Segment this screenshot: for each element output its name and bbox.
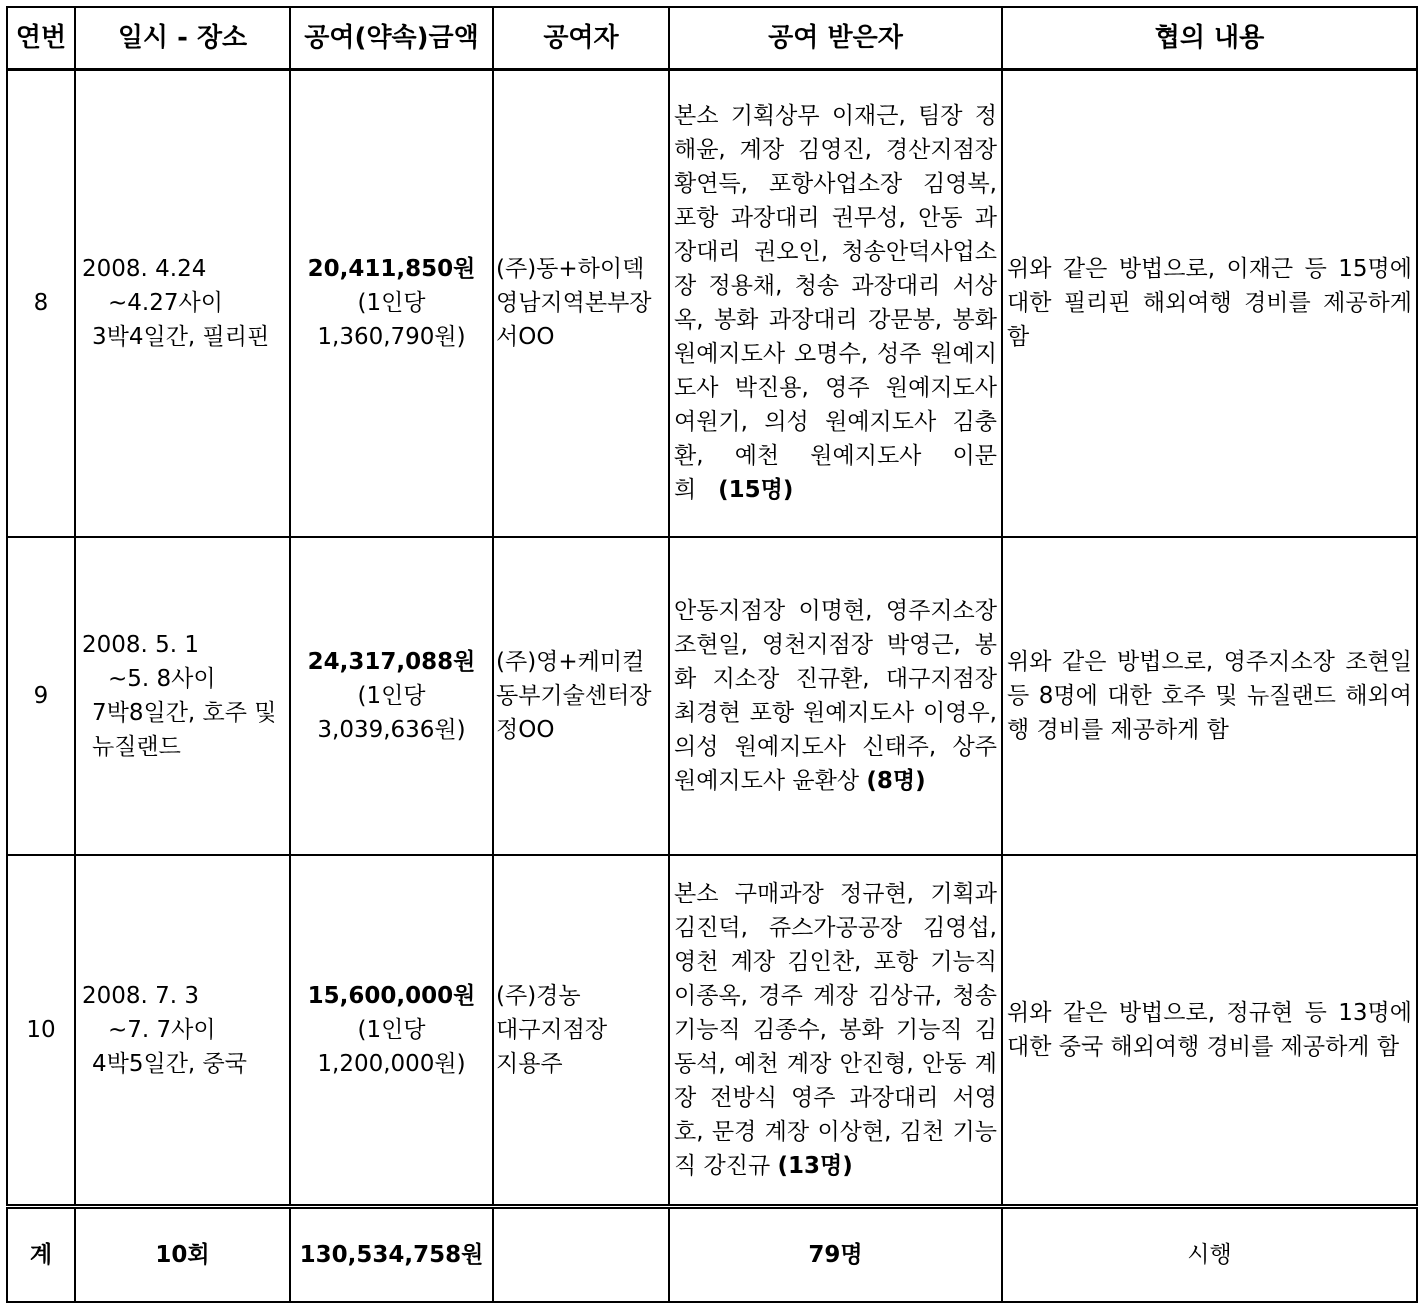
amount-per-person-value: 3,039,636원) xyxy=(317,716,466,743)
giver-title: 영남지역본부장 xyxy=(496,290,652,317)
header-content: 협의 내용 xyxy=(1002,7,1417,70)
giver-cell xyxy=(493,537,669,855)
header-row xyxy=(7,7,1417,70)
total-giver xyxy=(493,1207,669,1303)
date-end: ~4.27사이 xyxy=(108,290,223,317)
date-start: 2008. 5. 1 xyxy=(82,631,200,658)
recipient-count: (15명) xyxy=(718,477,794,504)
giver-title: 동부기술센터장 xyxy=(496,682,652,709)
total-row xyxy=(7,1207,1417,1303)
header-amount: 공여(약속)금액 xyxy=(290,7,493,70)
header-no: 연번 xyxy=(7,7,75,70)
date-end: ~5. 8사이 xyxy=(108,665,216,692)
amount-cell xyxy=(290,855,493,1207)
header-date-place: 일시 - 장소 xyxy=(75,7,290,70)
content-cell: 위와 같은 방법으로, 정규현 등 13명에 대한 중국 해외여행 경비를 제공하게 함 xyxy=(1002,855,1417,1207)
amount-total: 24,317,088원 xyxy=(307,648,476,675)
date-start: 2008. 7. 3 xyxy=(82,982,200,1009)
total-recipients: 79명 xyxy=(669,1207,1002,1303)
recipients-cell xyxy=(669,70,1002,537)
giver-cell xyxy=(493,70,669,537)
date-place-cell xyxy=(75,70,290,537)
amount-cell xyxy=(290,70,493,537)
giver-name: 정OO xyxy=(496,716,555,743)
amount-per-person-label: (1인당 xyxy=(357,682,426,709)
giver-company: (주)영+케미컬 xyxy=(496,648,645,675)
header-recipients: 공여 받은자 xyxy=(669,7,1002,70)
bribery-table-container xyxy=(6,6,1418,1303)
recipients-list: 본소 기획상무 이재근, 팀장 정해윤, 계장 김영진, 경산지점장 황연득, 포항사업소장 김영복, 포항 과장대리 권무성, 안동 과장대리 권오인, 청송안덕사업소장 정용채, 청송 과장대리 서상옥, 봉화 과장대리 강문봉, 봉화 원예지도사 오명수, 성주 원예지도사 박진용, 영주 원예지도사 여원기, 의성 원예지도사 김충환, 예천 원예지도사 이문희 xyxy=(674,103,997,504)
duration-place: 4박5일간, 중국 xyxy=(92,1050,247,1077)
amount-per-person-value: 1,360,790원) xyxy=(317,324,466,351)
total-label: 계 xyxy=(7,1207,75,1303)
giver-name: 지용주 xyxy=(496,1050,563,1077)
header-giver: 공여자 xyxy=(493,7,669,70)
content-cell: 위와 같은 방법으로, 영주지소장 조현일 등 8명에 대한 호주 및 뉴질랜드 해외여행 경비를 제공하게 함 xyxy=(1002,537,1417,855)
date-end: ~7. 7사이 xyxy=(108,1016,216,1043)
amount-per-person-value: 1,200,000원) xyxy=(317,1050,466,1077)
date-place-cell xyxy=(75,537,290,855)
recipients-list: 안동지점장 이명현, 영주지소장 조현일, 영천지점장 박영근, 봉화 지소장 진규환, 대구지점장 최경현 포항 원예지도사 이영우, 의성 원예지도사 신태주, 상주 원예지도사 윤환상 xyxy=(674,597,997,794)
recipients-cell xyxy=(669,855,1002,1207)
table-row xyxy=(7,855,1417,1207)
duration-place: 3박4일간, 필리핀 xyxy=(92,324,270,351)
table-row xyxy=(7,537,1417,855)
total-content: 시행 xyxy=(1002,1207,1417,1303)
amount-total: 20,411,850원 xyxy=(307,256,476,283)
content-cell: 위와 같은 방법으로, 이재근 등 15명에 대한 필리핀 해외여행 경비를 제공하게 함 xyxy=(1002,70,1417,537)
amount-per-person-label: (1인당 xyxy=(357,290,426,317)
date-place-cell xyxy=(75,855,290,1207)
giver-title: 대구지점장 xyxy=(496,1016,608,1043)
bribery-table xyxy=(6,6,1418,1303)
table-row xyxy=(7,70,1417,537)
giver-name: 서OO xyxy=(496,324,555,351)
recipient-count: (13명) xyxy=(777,1152,853,1179)
date-start: 2008. 4.24 xyxy=(82,256,207,283)
recipients-list: 본소 구매과장 정규현, 기획과 김진덕, 쥬스가공공장 김영섭, 영천 계장 김인찬, 포항 기능직 이종옥, 경주 계장 김상규, 청송 기능직 김종수, 봉화 기능직 김동석, 예천 계장 안진형, 안동 계장 전방식 영주 과장대리 서영호, 문경 계장 이상현, 김천 기능직 강진규 xyxy=(674,880,997,1179)
row-number: 9 xyxy=(7,537,75,855)
row-number: 8 xyxy=(7,70,75,537)
giver-company: (주)동+하이덱 xyxy=(496,256,645,283)
duration-place: 7박8일간, 호주 및 뉴질랜드 xyxy=(92,699,277,760)
recipient-count: (8명) xyxy=(866,767,926,794)
row-number: 10 xyxy=(7,855,75,1207)
giver-company: (주)경농 xyxy=(496,982,581,1009)
total-amount: 130,534,758원 xyxy=(290,1207,493,1303)
giver-cell xyxy=(493,855,669,1207)
amount-per-person-label: (1인당 xyxy=(357,1016,426,1043)
amount-cell xyxy=(290,537,493,855)
amount-total: 15,600,000원 xyxy=(307,982,476,1009)
recipients-cell xyxy=(669,537,1002,855)
total-times: 10회 xyxy=(75,1207,290,1303)
